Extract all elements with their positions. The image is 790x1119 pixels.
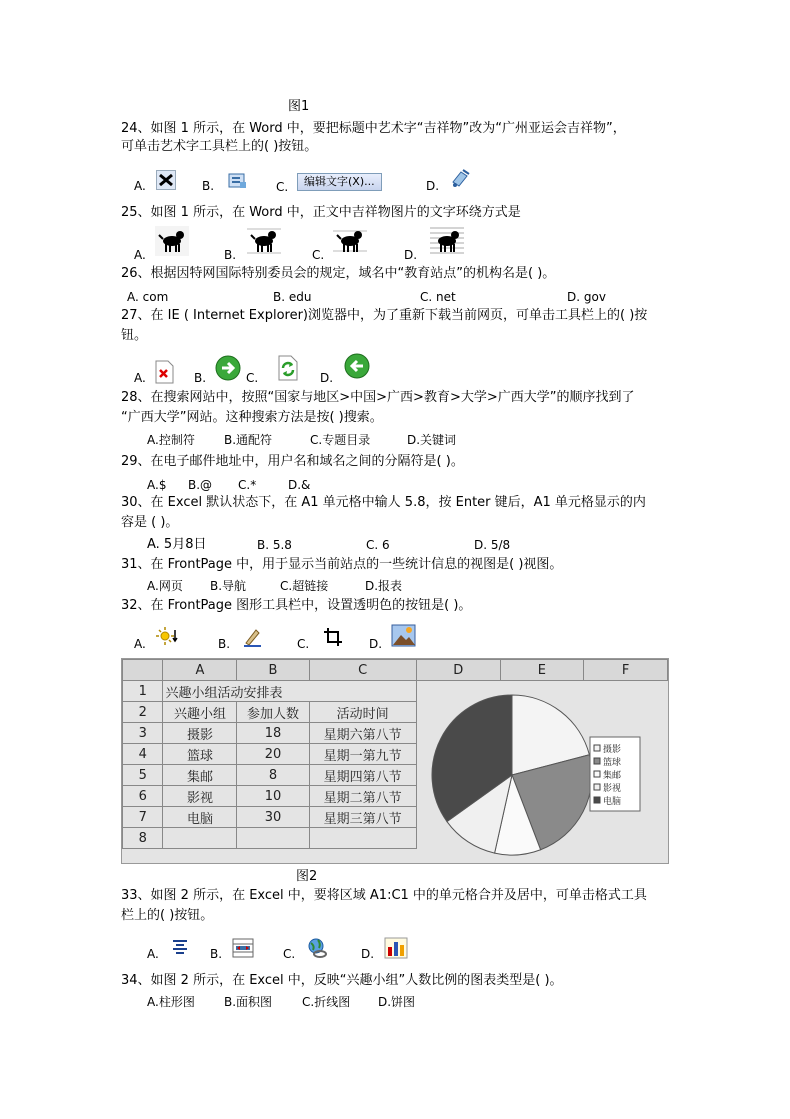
q25-option-a: A. <box>134 248 146 262</box>
cell-c: 星期六第八节 <box>309 723 416 744</box>
q32-option-d: D. <box>369 637 383 651</box>
q26-option-b: B. edu <box>273 290 312 304</box>
q32-option-a: A. <box>134 637 146 651</box>
legend-swatch <box>594 771 600 777</box>
cell-a: 摄影 <box>163 723 237 744</box>
cell-c <box>309 828 416 849</box>
cell-b: 8 <box>237 765 309 786</box>
q24-option-c: C. <box>276 180 289 194</box>
wrap-behind-dog-icon <box>333 226 367 256</box>
q26-option-d: D. gov <box>567 290 606 304</box>
hyperlink-globe-icon <box>306 937 328 959</box>
q33-option-a: A. <box>147 947 159 961</box>
question-26-line1: 26、根据因特网国际特别委员会的规定，域名中“教育站点”的机构名是( )。 <box>121 266 556 281</box>
question-30-line1: 30、在 Excel 默认状态下，在 A1 单元格中输人 5.8，按 Enter 键后，A1 单元格显示的内 <box>121 495 646 510</box>
corner-cell <box>123 660 163 681</box>
cell-c: 星期四第八节 <box>309 765 416 786</box>
cell-a <box>163 828 237 849</box>
q34-option-c: C.折线图 <box>302 995 351 1009</box>
q27-option-a: A. <box>134 371 146 385</box>
refresh-icon <box>276 355 300 381</box>
legend-label: 电脑 <box>603 797 622 807</box>
q30-option-d: D. 5/8 <box>474 538 511 552</box>
question-25-line1: 25、如图 1 所示，在 Word 中，正文中吉祥物图片的文字环绕方式是 <box>121 205 521 220</box>
q34-option-d: D.饼图 <box>378 995 416 1009</box>
legend-swatch <box>594 797 600 803</box>
cell-c: 活动时间 <box>309 702 416 723</box>
q34-option-a: A.柱形图 <box>147 995 195 1009</box>
set-transparent-color-icon <box>241 626 263 648</box>
q29-option-a: A.$ <box>147 478 167 492</box>
q25-option-d: D. <box>404 248 418 262</box>
q24-option-a: A. <box>134 179 146 193</box>
cell-b: 10 <box>237 786 309 807</box>
column-header-b: B <box>237 660 309 681</box>
legend-label: 影视 <box>603 784 622 794</box>
question-24-line2: 可单击艺术字工具栏上的( )按钮。 <box>121 139 318 154</box>
question-29-line1: 29、在电子邮件地址中，用户名和域名之间的分隔符是( )。 <box>121 454 464 469</box>
q28-option-d: D.关键词 <box>407 433 457 447</box>
cell-b: 20 <box>237 744 309 765</box>
insert-picture-icon <box>391 623 417 649</box>
q33-option-d: D. <box>361 947 375 961</box>
sheet-title-cell: 兴趣小组活动安排表 <box>163 681 416 702</box>
cell-b: 参加人数 <box>237 702 309 723</box>
column-header-e: E <box>500 660 584 681</box>
q27-option-c: C. <box>246 371 259 385</box>
q29-option-d: D.& <box>288 478 311 492</box>
q29-option-b: B.@ <box>188 478 213 492</box>
q27-option-d: D. <box>320 371 334 385</box>
question-33-line1: 33、如图 2 所示，在 Excel 中，要将区域 A1:C1 中的单元格合并及居中，可单击格式工具 <box>121 888 647 903</box>
q30-option-a: A. 5月8日 <box>147 537 207 552</box>
legend-label: 摄影 <box>603 745 622 755</box>
stop-icon <box>153 360 175 384</box>
q30-option-c: C. 6 <box>366 538 390 552</box>
legend-label: 篮球 <box>603 758 622 768</box>
row-number: 4 <box>123 744 163 765</box>
forward-arrow-icon <box>215 355 241 381</box>
crop-icon <box>322 626 344 648</box>
wordart-gallery-icon <box>228 172 248 192</box>
column-header-row <box>123 660 668 681</box>
more-brightness-icon <box>156 626 178 648</box>
q31-option-a: A.网页 <box>147 579 183 593</box>
q31-option-c: C.超链接 <box>280 579 329 593</box>
q33-option-c: C. <box>283 947 296 961</box>
cell-a: 兴趣小组 <box>163 702 237 723</box>
wrap-in-front-dog-icon <box>430 224 464 258</box>
wrap-tight-dog-icon <box>247 226 281 256</box>
row-number: 8 <box>123 828 163 849</box>
wrap-square-dog-icon <box>155 226 189 256</box>
q24-option-d: D. <box>426 179 440 193</box>
column-header-f: F <box>584 660 668 681</box>
q27-option-b: B. <box>194 371 207 385</box>
q34-option-b: B.面积图 <box>224 995 273 1009</box>
q29-option-c: C.* <box>238 478 257 492</box>
pie-chart <box>428 679 668 863</box>
wordart-cross-icon <box>156 170 176 190</box>
cell-c: 星期一第九节 <box>309 744 416 765</box>
q26-option-c: C. net <box>420 290 456 304</box>
cell-b: 18 <box>237 723 309 744</box>
cell-c: 星期三第八节 <box>309 807 416 828</box>
column-header-a: A <box>163 660 237 681</box>
cell-b <box>237 828 309 849</box>
merge-and-center-icon <box>232 937 254 959</box>
cell-b: 30 <box>237 807 309 828</box>
legend-label: 集邮 <box>603 771 622 781</box>
question-28-line2: “广西大学”网站。这种搜索方法是按( )搜索。 <box>121 410 383 425</box>
column-header-d: D <box>416 660 500 681</box>
q28-option-b: B.通配符 <box>224 433 273 447</box>
question-24-line1: 24、如图 1 所示，在 Word 中，要把标题中艺术字“吉祥物”改为“广州亚运会吉祥物”， <box>121 121 626 136</box>
row-number: 1 <box>123 681 163 702</box>
format-wordart-icon <box>449 166 473 190</box>
edit-text-button[interactable]: 编辑文字(X)... <box>297 173 382 191</box>
cell-a: 集邮 <box>163 765 237 786</box>
figure-2-caption: 图2 <box>296 869 318 884</box>
legend-swatch <box>594 784 600 790</box>
q24-option-b: B. <box>202 179 215 193</box>
legend-swatch <box>594 745 600 751</box>
row-number: 3 <box>123 723 163 744</box>
row-number: 6 <box>123 786 163 807</box>
question-28-line1: 28、在搜索网站中，按照“国家与地区>中国>广西>教育>大学>广西大学”的顺序找到了 <box>121 390 635 405</box>
figure-1-caption: 图1 <box>288 99 310 114</box>
q26-option-a: A. com <box>127 290 169 304</box>
center-align-icon <box>170 937 190 957</box>
cell-a: 电脑 <box>163 807 237 828</box>
question-31-line1: 31、在 FrontPage 中，用于显示当前站点的一些统计信息的视图是( )视图。 <box>121 557 563 572</box>
question-33-line2: 栏上的( )按钮。 <box>121 908 214 923</box>
row-number: 7 <box>123 807 163 828</box>
cell-a: 影视 <box>163 786 237 807</box>
q31-option-b: B.导航 <box>210 579 247 593</box>
question-27-line2: 钮。 <box>121 328 148 343</box>
back-arrow-icon <box>344 353 370 379</box>
column-header-c: C <box>309 660 416 681</box>
q32-option-b: B. <box>218 637 231 651</box>
q28-option-c: C.专题目录 <box>310 433 371 447</box>
q25-option-b: B. <box>224 248 237 262</box>
row-number: 2 <box>123 702 163 723</box>
question-34-line1: 34、如图 2 所示，在 Excel 中，反映“兴趣小组”人数比例的图表类型是( )。 <box>121 973 563 988</box>
question-32-line1: 32、在 FrontPage 图形工具栏中，设置透明色的按钮是( )。 <box>121 598 472 613</box>
question-30-line2: 容是 ( )。 <box>121 515 179 530</box>
q32-option-c: C. <box>297 637 310 651</box>
row-number: 5 <box>123 765 163 786</box>
q25-option-c: C. <box>312 248 325 262</box>
q28-option-a: A.控制符 <box>147 433 195 447</box>
cell-a: 篮球 <box>163 744 237 765</box>
chart-wizard-icon <box>384 937 408 959</box>
q31-option-d: D.报表 <box>365 579 403 593</box>
q30-option-b: B. 5.8 <box>257 538 292 552</box>
figure-2-spreadsheet <box>121 658 669 864</box>
cell-c: 星期二第八节 <box>309 786 416 807</box>
q33-option-b: B. <box>210 947 223 961</box>
legend-swatch <box>594 758 600 764</box>
question-27-line1: 27、在 IE ( Internet Explorer)浏览器中，为了重新下载当前网页，可单击工具栏上的( )按 <box>121 308 648 323</box>
